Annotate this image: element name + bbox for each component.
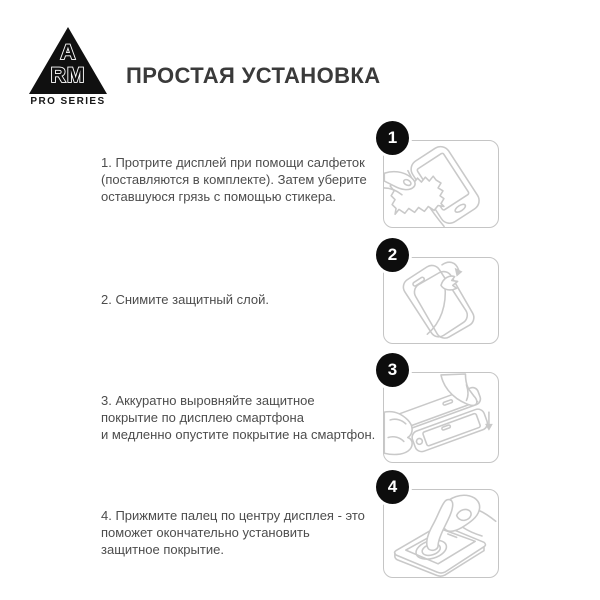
page-title: ПРОСТАЯ УСТАНОВКА [126,63,381,88]
logo-subtitle: PRO SERIES [30,96,106,107]
step-1-text-line: 1. Протрите дисплей при помощи салфеток [101,155,365,170]
step-3-text-line: покрытие по дисплею смартфона [101,410,304,425]
logo-letter-a: A [60,41,76,64]
curved-arrow-icon [442,262,463,276]
step-2-text [101,291,386,308]
step-2-number-badge [373,235,412,275]
step-3-text-line: 3. Аккуратно выровняйте защитное [101,393,315,408]
step-2-number: 2 [387,244,398,264]
step-3-number-badge [373,350,412,390]
pressing-hand [427,495,496,550]
step-4-number: 4 [387,476,398,496]
step-1-number: 1 [387,127,398,147]
step-4-number-badge [373,467,412,507]
arm-pro-series-logo [28,26,108,96]
arm-triangle-logo-icon [28,26,108,96]
step-1-text [101,154,386,205]
step-1-number-badge [373,118,412,158]
step-4-text-line: защитное покрытие. [101,542,224,557]
left-hand [384,412,412,455]
step-3-number: 3 [387,359,398,379]
film-curl-line [427,285,445,334]
step-4-text-line: поможет окончательно установить [101,525,310,540]
logo-letters-rm: RM [50,64,86,87]
phone-outline [400,262,471,340]
step-1-text-line: оставшуюся грязь с помощью стикера. [101,189,336,204]
step-3-text-line: и медленно опустите покрытие на смартфон. [101,427,376,442]
step-3-text [101,392,386,443]
step-1-text-line: (поставляются в комплекте). Затем уберите [101,172,367,187]
step-2-text-line: 2. Снимите защитный слой. [101,292,269,307]
step-4-text-line: 4. Прижмите палец по центру дисплея - это [101,508,365,523]
film-peel-tab [441,276,458,290]
step-4-text [101,507,386,558]
